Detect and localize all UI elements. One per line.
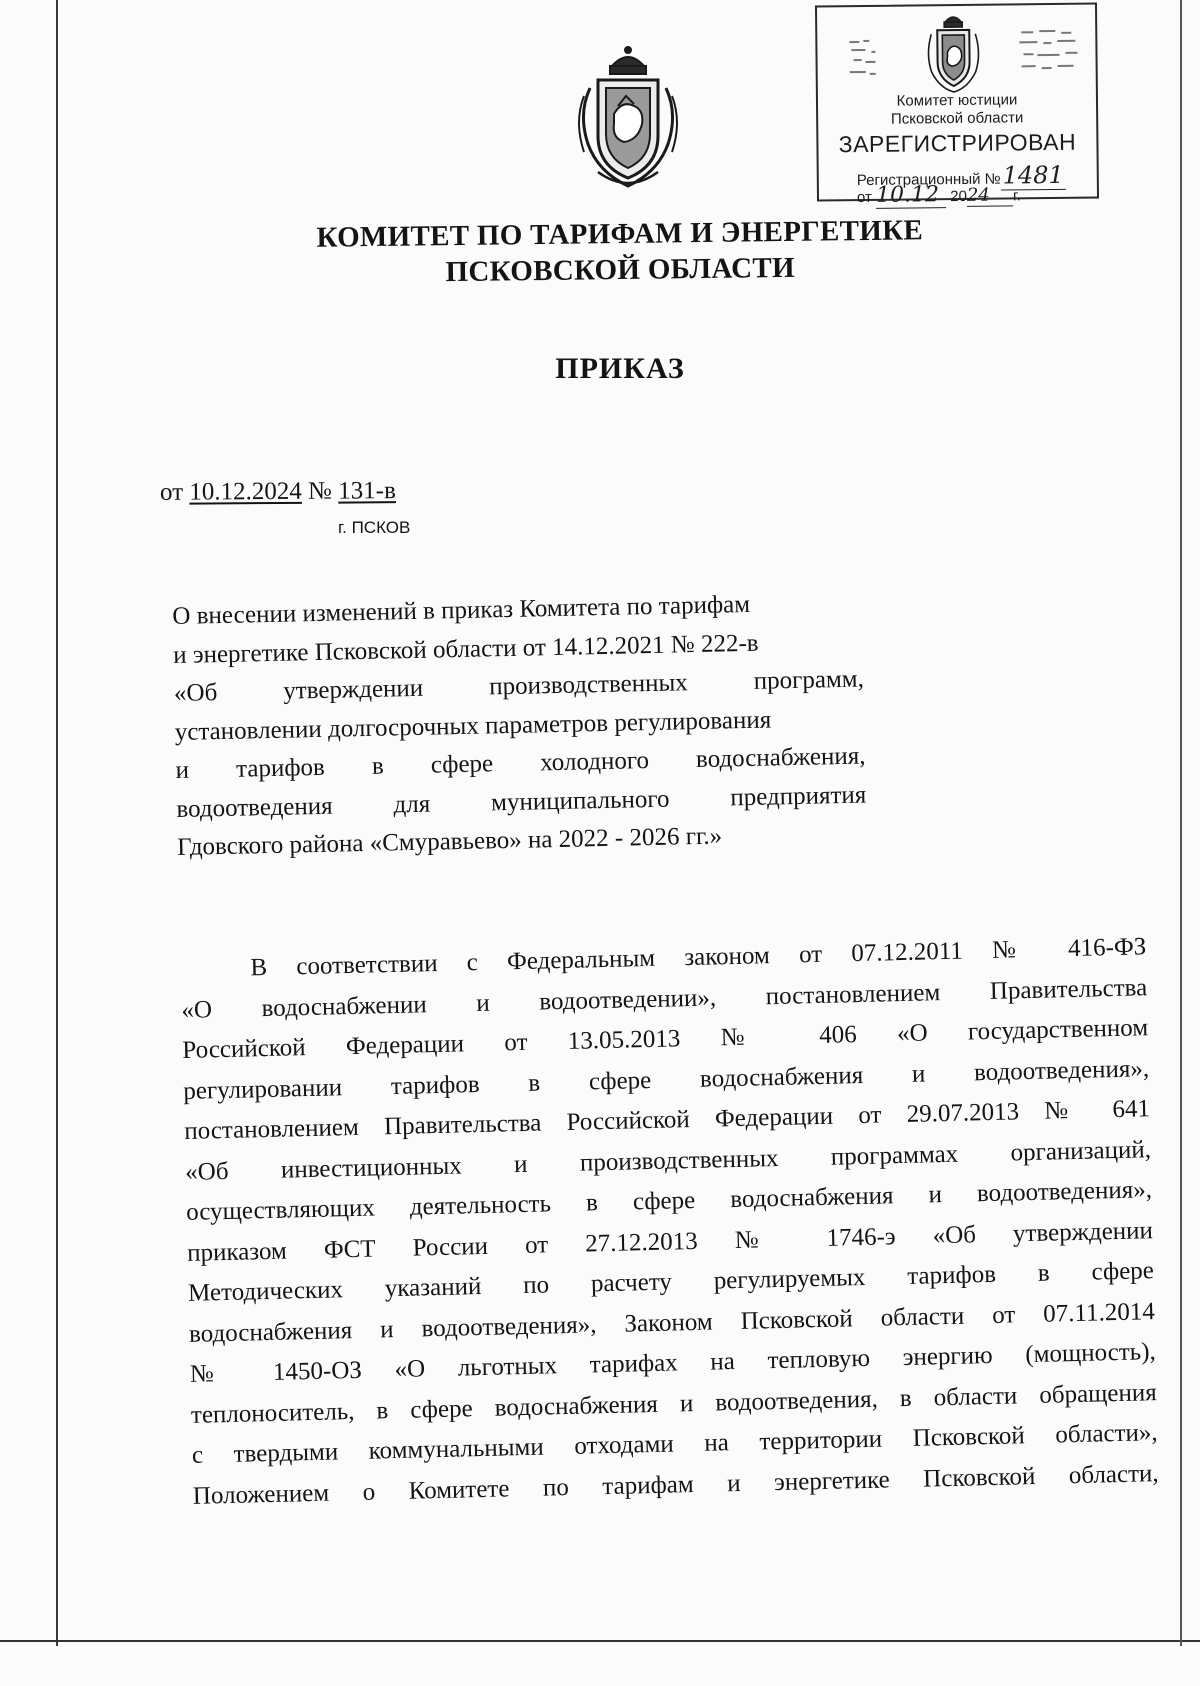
order-number-prefix: № [308,477,333,505]
order-subject [172,584,867,868]
body-line: приказом ФСТ России от 27.12.2013 № 1746-э «Об утверждении [186,1216,1154,1267]
stamp-org-line2: Псковской области [890,109,1024,128]
order-date-prefix: от [159,478,184,506]
stamp-noise-left [847,37,898,88]
body-line: В соответствии с Федеральным законом от 07.12.2011 № 416-ФЗ [250,933,1147,982]
body-line: с твердыми коммунальными отходами на территории Псковской области», [191,1419,1158,1469]
subject-line: Гдовского района «Смуравьево» на 2022 - 2026 гг.» [176,822,723,861]
body-line: водоснабжения и водоотведения», Законом Псковской области от 07.11.2014 [188,1297,1156,1348]
stamp-date-prefix: от [856,188,872,207]
subject-line: установлении долгосрочных параметров регулирования [174,705,772,746]
stamp-status: ЗАРЕГИСТРИРОВАН [838,128,1077,158]
organization-title [300,212,941,292]
body-line: Российской Федерации от 13.05.2013 № 406 «О государственном [182,1014,1149,1064]
stamp-year-prefix: 20 [950,187,967,206]
stamp-year-handwritten: 24 [967,184,1013,206]
body-line: постановлением Правительства Российской Федерации от 29.07.2013 № 641 [183,1095,1151,1145]
order-number: 131-в [338,477,396,505]
subject-line: и тарифов в сфере холодного водоснабжения, [175,742,866,784]
stamp-reg-label: Регистрационный № [856,170,1001,190]
body-line: теплоноситель, в сфере водоснабжения и водоотведения, в области обращения [190,1378,1158,1429]
stamp-reg-number-handwritten: 1481 [1001,161,1066,191]
subject-line: и энергетике Псковской области от 14.12.2021 № 222-в [172,629,759,669]
subject-line: водоотведения для муниципального предприятия [176,781,867,823]
stamp-noise-right [1017,27,1088,88]
stamp-organization [818,91,1096,130]
stamp-coat-of-arms-icon [921,10,986,95]
subject-line: О внесении изменений в приказ Комитета по тарифам [172,590,751,630]
order-city: г. ПСКОВ [338,518,411,537]
body-line: «Об инвестиционных и производственных программах организаций, [184,1135,1152,1186]
body-line: Положением о Комитете по тарифам и энергетике Псковской области, [192,1459,1159,1510]
body-line: «О водоснабжении и водоотведении», постановлением Правительства [181,973,1148,1024]
document-type: ПРИКАЗ [555,352,685,385]
order-date-line [160,477,396,507]
body-line: Методических указаний по расчету регулируемых тарифов в сфере [187,1257,1155,1307]
stamp-year-suffix: г. [1012,187,1021,205]
subject-line: «Об утверждении производственных программ, [173,665,865,707]
registration-stamp [815,3,1099,208]
stamp-date [857,181,1021,209]
page-bottom-edge [0,1640,1200,1642]
order-body [180,927,1159,1517]
stamp-date-handwritten: 10.12 [876,182,946,209]
stamp-org-line1: Комитет юстиции [896,91,1018,110]
organization-title-line1: КОМИТЕТ ПО ТАРИФАМ И ЭНЕРГЕТИКЕ [316,214,924,254]
body-line: № 1450-ОЗ «О льготных тарифах на тепловую энергию (мощность), [189,1338,1157,1388]
body-line: регулировании тарифов в сфере водоснабжения и водоотведения», [183,1054,1150,1105]
organization-title-line2: ПСКОВСКОЙ ОБЛАСТИ [445,251,796,289]
coat-of-arms-icon [568,44,688,194]
body-line: осуществляющих деятельность в сфере водоснабжения и водоотведения», [185,1176,1153,1226]
order-date: 10.12.2024 [189,477,302,506]
